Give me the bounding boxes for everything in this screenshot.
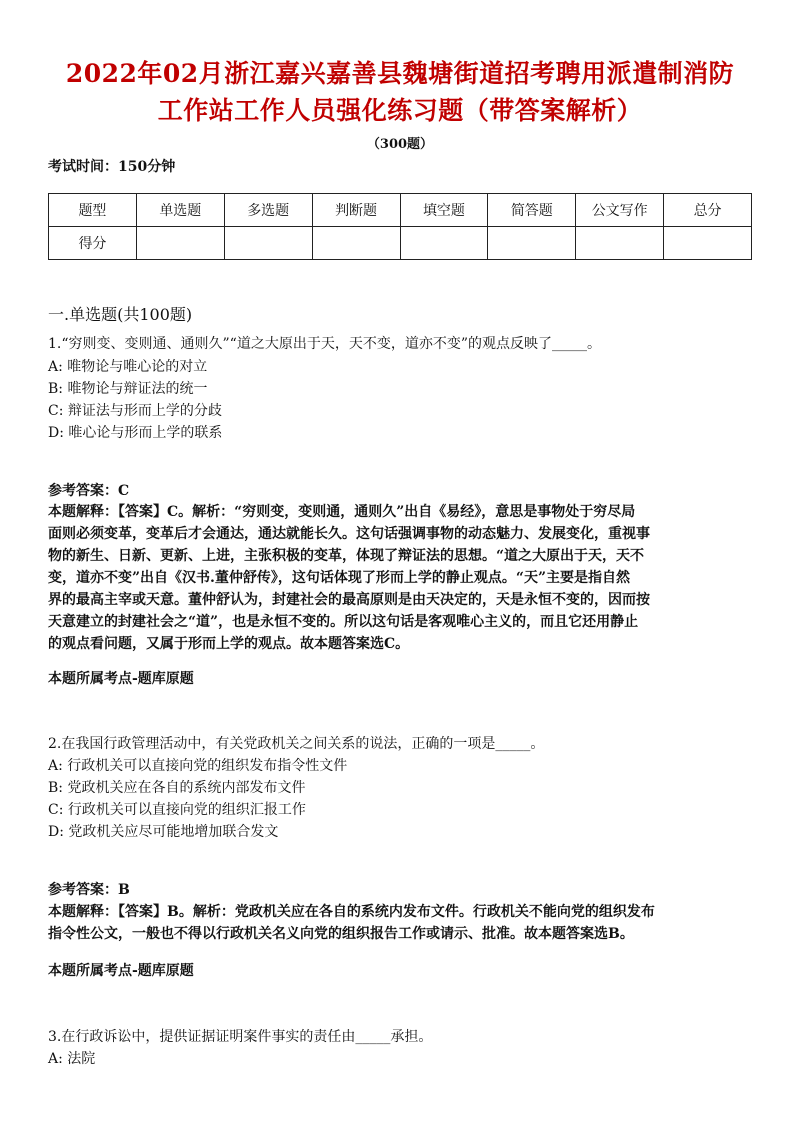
score-table-header-row	[49, 194, 752, 227]
question-option: D: 唯心论与形而上学的联系	[48, 425, 223, 441]
document-title-line-1: 2022年02月浙江嘉兴嘉善县魏塘街道招考聘用派遣制消防	[65, 59, 735, 88]
question-stem: 3.在行政诉讼中，提供证据证明案件事实的责任由_____承担。	[48, 1029, 433, 1045]
score-table	[48, 193, 752, 260]
question-option: A: 行政机关可以直接向党的组织发布指令性文件	[48, 758, 348, 774]
score-row-label: 得分	[49, 227, 137, 260]
score-cell	[664, 227, 752, 260]
score-header-cell: 简答题	[488, 194, 576, 227]
explanation-line: 面则必须变革，变革后才会通达，通达就能长久。这句话强调事物的动态魅力、发展变化，重视事	[48, 526, 650, 542]
question-count: （300题）	[366, 137, 434, 152]
question-source: 本题所属考点-题库原题	[48, 671, 194, 687]
question-option: A: 唯物论与唯心论的对立	[48, 359, 208, 375]
explanation-line: 的观点看问题，又属于形而上学的观点。故本题答案选C。	[48, 636, 410, 652]
exam-time: 考试时间：150分钟	[48, 159, 176, 175]
section-title: 一.单选题(共100题)	[48, 305, 193, 324]
question-source: 本题所属考点-题库原题	[48, 963, 194, 979]
answer-label: 参考答案：B	[48, 882, 130, 898]
score-cell	[576, 227, 664, 260]
score-cell	[312, 227, 400, 260]
score-header-cell: 判断题	[312, 194, 400, 227]
question-stem: 2.在我国行政管理活动中，有关党政机关之间关系的说法，正确的一项是_____。	[48, 736, 545, 752]
score-table-score-row	[49, 227, 752, 260]
question-option: B: 唯物论与辩证法的统一	[48, 381, 208, 397]
question-stem: 1.“穷则变、变则通、通则久”“道之大原出于天，天不变，道亦不变”的观点反映了_____。	[48, 336, 601, 352]
score-header-cell: 总分	[664, 194, 752, 227]
explanation-line: 本题解释：【答案】C。解析：“穷则变，变则通，通则久”出自《易经》，意思是事物处于穷尽局	[48, 504, 636, 520]
question-option: A: 法院	[48, 1051, 96, 1067]
explanation-line: 界的最高主宰或天意。董仲舒认为，封建社会的最高原则是由天决定的，天是永恒不变的，因而按	[48, 592, 650, 608]
explanation-line: 本题解释：【答案】B。解析：党政机关应在各自的系统内发布文件。行政机关不能向党的组织发布	[48, 904, 655, 920]
explanation-line: 指令性公文，一般也不得以行政机关名义向党的组织报告工作或请示、批准。故本题答案选B。	[48, 926, 634, 942]
score-header-cell: 多选题	[224, 194, 312, 227]
answer-label: 参考答案：C	[48, 483, 130, 499]
score-cell	[224, 227, 312, 260]
score-header-cell: 公文写作	[576, 194, 664, 227]
score-header-cell: 单选题	[136, 194, 224, 227]
question-option: B: 党政机关应在各自的系统内部发布文件	[48, 780, 306, 796]
score-cell	[488, 227, 576, 260]
document-title-line-2: 工作站工作人员强化练习题（带答案解析）	[157, 96, 643, 125]
score-cell	[400, 227, 488, 260]
score-header-cell: 填空题	[400, 194, 488, 227]
question-option: C: 辩证法与形而上学的分歧	[48, 403, 222, 419]
explanation-line: 天意建立的封建社会之“道”，也是永恒不变的。所以这句话是客观唯心主义的，而且它还用静止	[48, 614, 639, 630]
question-option: D: 党政机关应尽可能地增加联合发文	[48, 824, 279, 840]
score-header-cell: 题型	[49, 194, 137, 227]
question-option: C: 行政机关可以直接向党的组织汇报工作	[48, 802, 306, 818]
explanation-line: 变，道亦不变”出自《汉书.董仲舒传》，这句话体现了形而上学的静止观点。“天”主要是指自然	[48, 570, 631, 586]
explanation-line: 物的新生、日新、更新、上进，主张积极的变革，体现了辩证法的思想。“道之大原出于天，天不	[48, 548, 645, 564]
score-cell	[136, 227, 224, 260]
